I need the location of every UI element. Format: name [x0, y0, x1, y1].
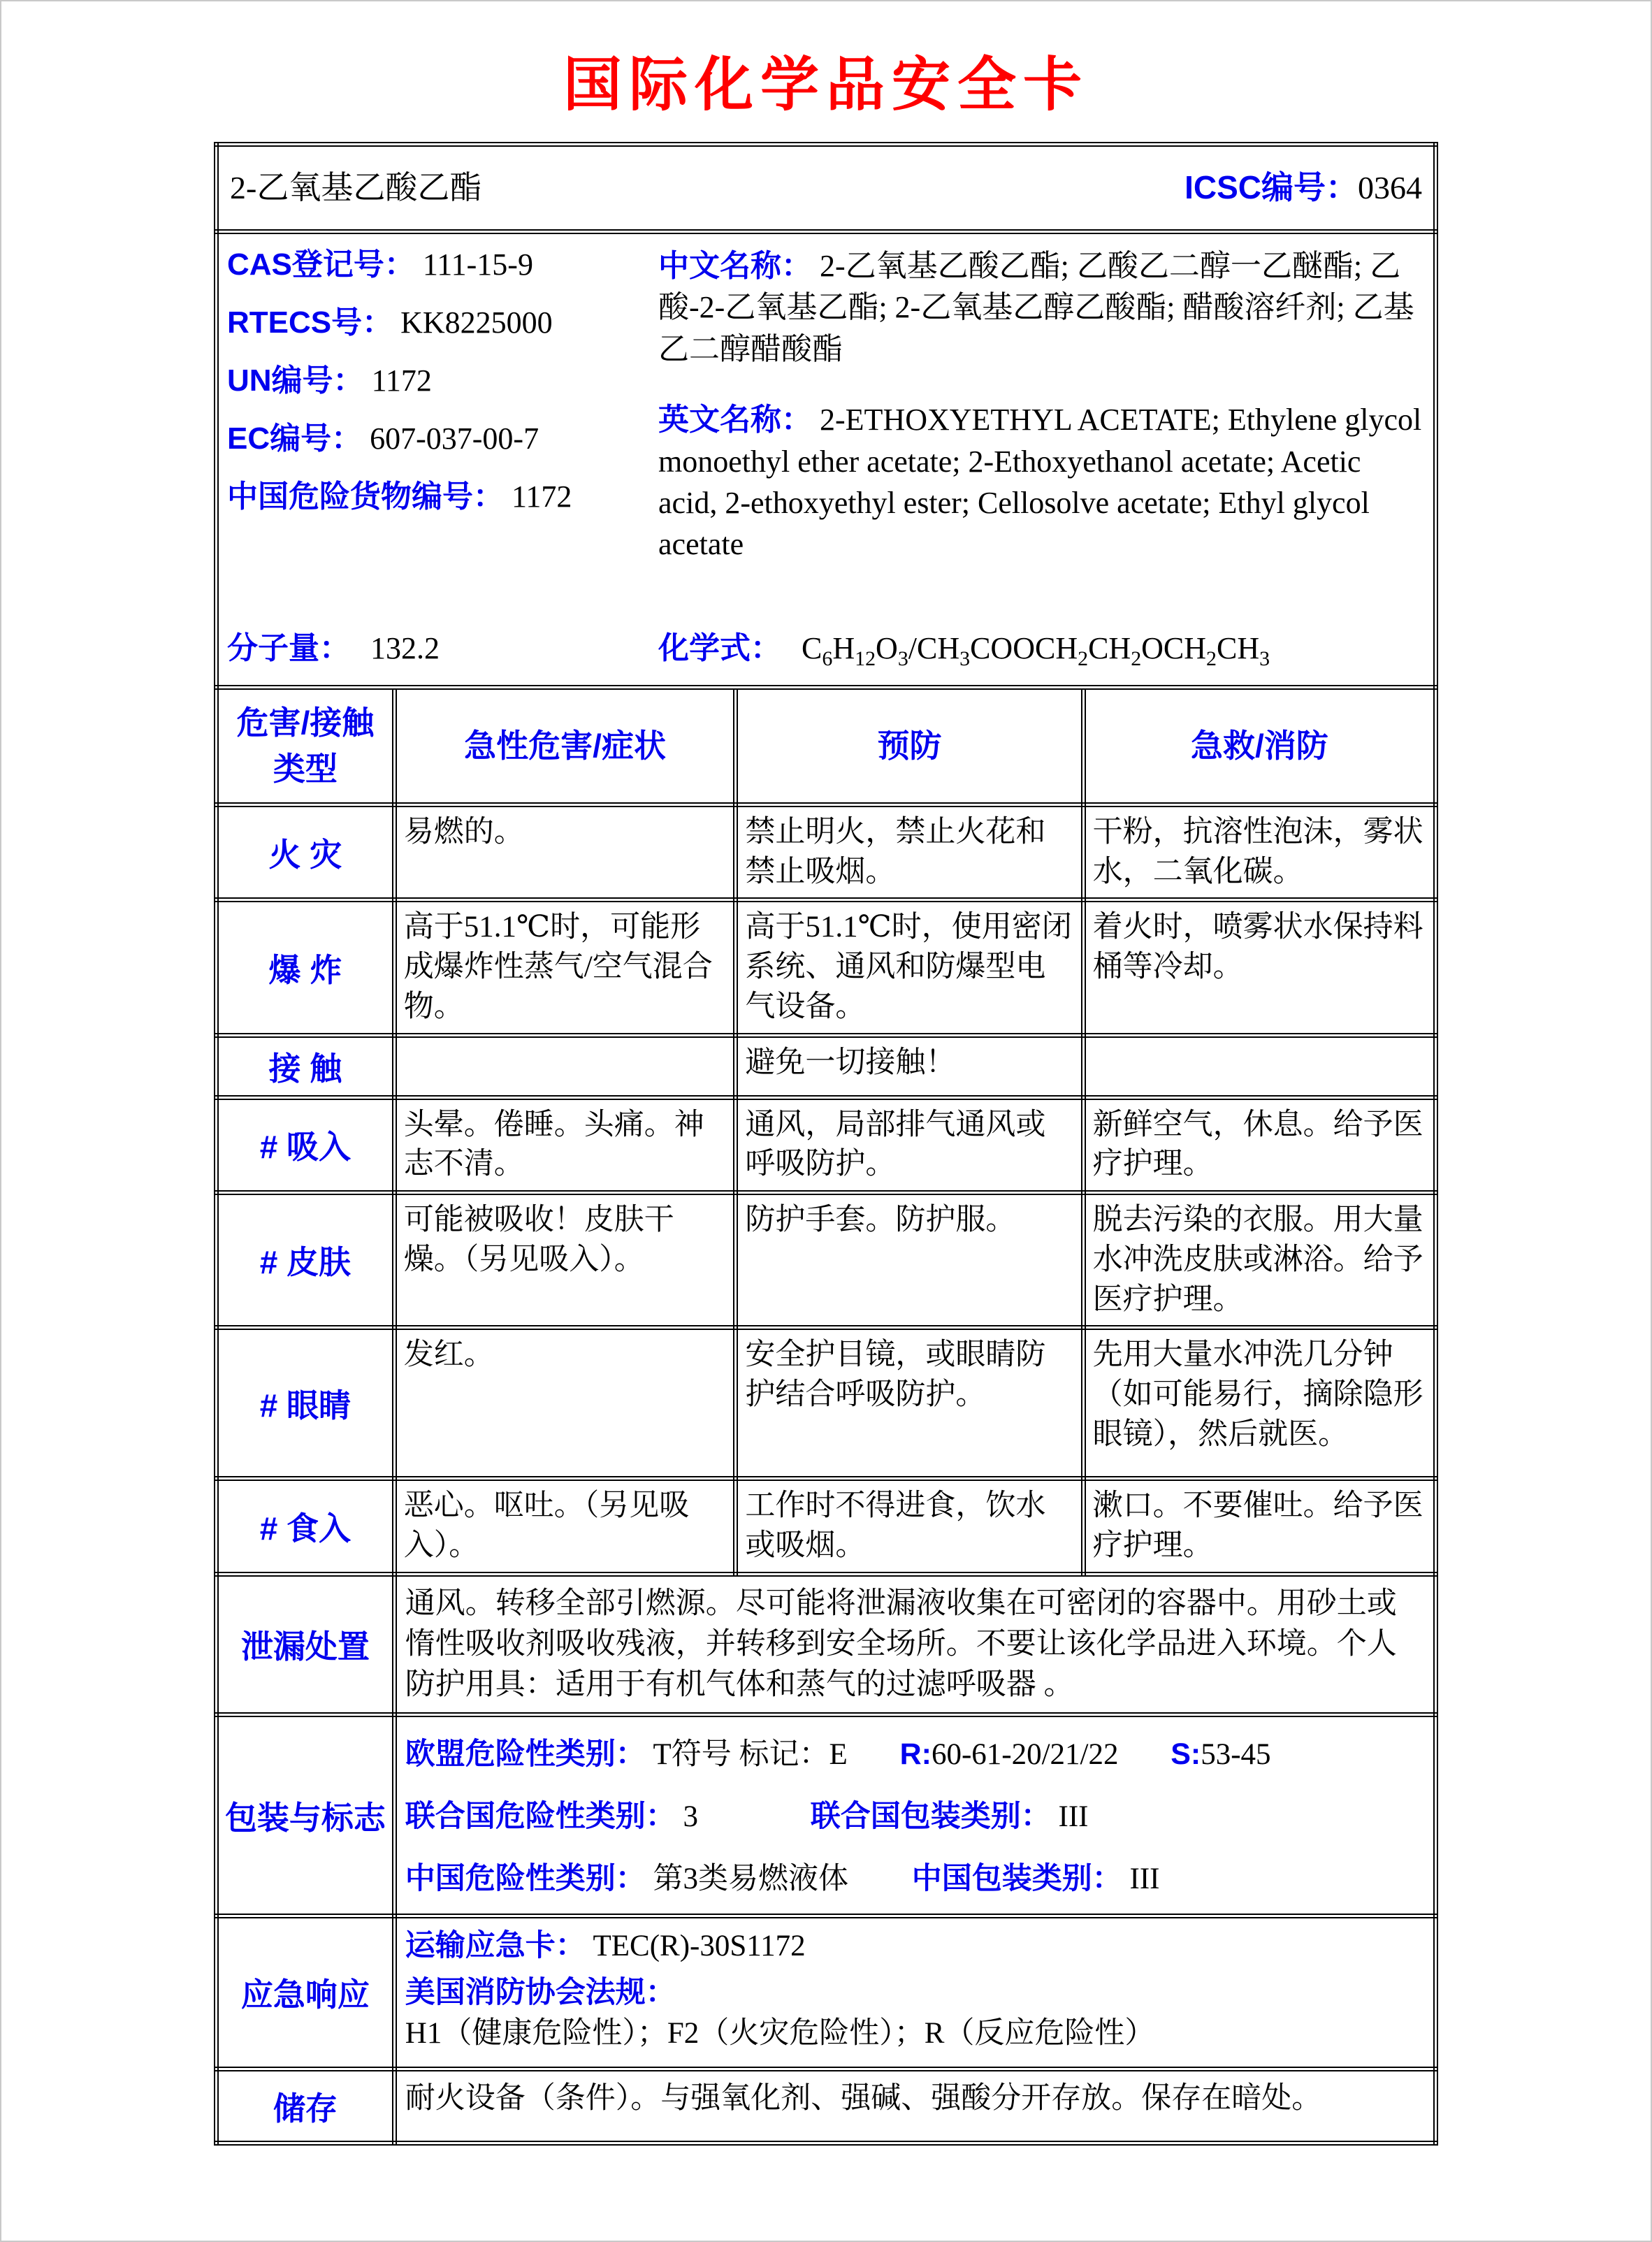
mw-value: 132.2 — [370, 630, 440, 665]
ingestion-response: 漱口。不要催吐。给予医疗护理。 — [1083, 1479, 1435, 1575]
molecular-weight — [227, 623, 658, 667]
en-names-label: 英文名称： — [658, 403, 813, 437]
explosion-hazards: 高于51.1℃时，可能形成爆炸性蒸气/空气混合物。 — [394, 900, 736, 1035]
eu-hazard-class-line — [405, 1734, 1425, 1775]
un-class-label: 联合国危险性类别： — [405, 1800, 676, 1834]
rtecs-value: KK8225000 — [400, 305, 553, 340]
eyes-type-label: # 眼睛 — [217, 1328, 395, 1479]
ec-number-line — [227, 419, 658, 458]
names-block — [658, 245, 1425, 595]
skin-hazards: 可能被吸收！皮肤干燥。（另见吸入）。 — [394, 1193, 736, 1328]
cn-names-label: 中文名称： — [658, 249, 813, 283]
spill-type-label: 泄漏处置 — [217, 1574, 395, 1714]
contact-prevention: 避免一切接触！ — [736, 1035, 1083, 1097]
un-class-value: 3 — [683, 1800, 699, 1834]
nfpa-value: H1（健康危险性）；F2（火灾危险性）；R（反应危险性） — [405, 2017, 1155, 2051]
cn-names-value: 2-乙氧基乙酸乙酯; 乙酸乙二醇一乙醚酯; 乙酸-2-乙氧基乙酯; 2-乙氧基乙醇乙酸酯; 醋酸溶纤剂; 乙基乙二醇醋酸酯 — [658, 249, 1414, 366]
skin-response: 脱去污染的衣服。用大量水冲洗皮肤或淋浴。给予医疗护理。 — [1083, 1193, 1435, 1328]
explosion-prevention: 高于51.1℃时，使用密闭系统、通风和防爆型电气设备。 — [736, 900, 1083, 1035]
fire-response: 干粉，抗溶性泡沫，雾状水，二氧化碳。 — [1083, 804, 1435, 900]
eyes-prevention: 安全护目镜，或眼睛防护结合呼吸防护。 — [736, 1328, 1083, 1479]
row-explosion — [217, 900, 1436, 1035]
storage-text: 耐火设备（条件）。与强氧化剂、强碱、强酸分开存放。保存在暗处。 — [394, 2069, 1435, 2143]
ingestion-type-label: # 食入 — [217, 1479, 395, 1575]
inhalation-response: 新鲜空气，休息。给予医疗护理。 — [1083, 1097, 1435, 1193]
un-label: UN编号： — [227, 363, 364, 398]
header-firstaid: 急救/消防 — [1083, 687, 1435, 804]
skin-prevention: 防护手套。防护服。 — [736, 1193, 1083, 1328]
cn-class-line — [405, 1858, 1425, 1900]
identifier-block — [227, 245, 658, 595]
eyes-response: 先用大量水冲洗几分钟（如可能易行，摘除隐形眼镜），然后就医。 — [1083, 1328, 1435, 1479]
fire-prevention: 禁止明火，禁止火花和禁止吸烟。 — [736, 804, 1083, 900]
eu-class-value: T符号 标记：E — [653, 1738, 848, 1772]
header-prevention: 预防 — [736, 687, 1083, 804]
english-names — [658, 399, 1425, 565]
contact-type-label: 接 触 — [217, 1035, 395, 1097]
s-phrases-label: S: — [1171, 1737, 1201, 1772]
tec-value: TEC(R)-30S1172 — [593, 1930, 806, 1963]
icsc-label: ICSC编号： — [1184, 169, 1358, 205]
inhalation-hazards: 头晕。倦睡。头痛。神志不清。 — [394, 1097, 736, 1193]
un-class-line — [405, 1796, 1425, 1837]
nfpa-line — [405, 1972, 1425, 2054]
row-emergency-response — [217, 1916, 1436, 2069]
skin-type-label: # 皮肤 — [217, 1193, 395, 1328]
row-skin — [217, 1193, 1436, 1328]
eyes-hazards: 发红。 — [394, 1328, 736, 1479]
header-type: 危害/接触 类型 — [217, 687, 395, 804]
safety-card-table — [214, 142, 1438, 2146]
molecular-info-row — [227, 623, 1425, 671]
row-fire — [217, 804, 1436, 900]
formula-label: 化学式： — [658, 630, 782, 665]
transport-card-line — [405, 1925, 1425, 1967]
storage-type-label: 储存 — [217, 2069, 395, 2143]
page-title: 国际化学品安全卡 — [563, 52, 1089, 117]
un-number-line — [227, 361, 658, 400]
ec-label: EC编号： — [227, 421, 363, 456]
row-ingestion — [217, 1479, 1436, 1575]
explosion-response: 着火时，喷雾状水保持料桶等冷却。 — [1083, 900, 1435, 1035]
chinese-names — [658, 245, 1425, 370]
spill-text: 通风。转移全部引燃源。尽可能将泄漏液收集在可密闭的容器中。用砂土或惰性吸收剂吸收残液，并转移到安全场所。不要让该化学品进入环境。个人防护用具：适用于有机气体和蒸气的过滤呼吸器 。 — [394, 1574, 1435, 1714]
cn-pack-label: 中国包装类别： — [911, 1862, 1122, 1896]
cas-value: 111-15-9 — [422, 247, 533, 282]
cas-label: CAS登记号： — [227, 247, 415, 282]
packaging-type-label: 包装与标志 — [217, 1715, 395, 1916]
row-storage — [217, 2069, 1436, 2143]
tec-label: 运输应急卡： — [405, 1929, 586, 1963]
mw-label: 分子量： — [227, 630, 350, 665]
nfpa-label: 美国消防协会法规： — [405, 1976, 676, 2010]
en-names-value: 2-ETHOXYETHYL ACETATE; Ethylene glycol monoethyl ether acetate; 2-Ethoxyethanol acetate; Acetic acid, 2-ethoxyethyl ester; Cellosolve acetate; Ethyl glycol acetate — [658, 403, 1422, 562]
inhalation-type-label: # 吸入 — [217, 1097, 395, 1193]
un-value: 1172 — [371, 363, 432, 398]
row-eyes — [217, 1328, 1436, 1479]
eu-class-label: 欧盟危险性类别： — [405, 1737, 646, 1772]
ingestion-prevention: 工作时不得进食，饮水或吸烟。 — [736, 1479, 1083, 1575]
ingestion-hazards: 恶心。呕吐。（另见吸入）。 — [394, 1479, 736, 1575]
cn-class-label: 中国危险性类别： — [405, 1862, 646, 1896]
contact-response — [1083, 1035, 1435, 1097]
r-phrases-label: R: — [899, 1737, 932, 1772]
un-pack-value: III — [1058, 1800, 1089, 1834]
icsc-number-field — [1184, 162, 1422, 208]
hazard-header-row — [217, 687, 1436, 804]
rtecs-label: RTECS号： — [227, 305, 393, 340]
cn-dangerous-goods-line — [227, 477, 658, 516]
chemical-formula: $C_6H_{12}O_3/CH_3COOCH_2CH_2OCH_2CH_3$ — [802, 630, 1270, 670]
chemical-formula-field — [658, 623, 1425, 671]
emergency-content — [394, 1916, 1435, 2069]
info-row — [217, 232, 1436, 688]
contact-hazards — [394, 1035, 736, 1097]
row-contact — [217, 1035, 1436, 1097]
ec-value: 607-037-00-7 — [370, 421, 539, 456]
fire-type-label: 火 灾 — [217, 804, 395, 900]
chemical-name: 2-乙氧基乙酸乙酯 — [230, 170, 482, 205]
rtecs-number-line — [227, 303, 658, 342]
emergency-type-label: 应急响应 — [217, 1916, 395, 2069]
s-phrases-value: 53-45 — [1201, 1738, 1271, 1772]
fire-hazards: 易燃的。 — [394, 804, 736, 900]
icsc-number: 0364 — [1358, 170, 1422, 205]
row-inhalation — [217, 1097, 1436, 1193]
row-spill-disposal — [217, 1574, 1436, 1714]
un-pack-label: 联合国包装类别： — [810, 1800, 1051, 1834]
r-phrases-value: 60-61-20/21/22 — [931, 1738, 1119, 1772]
cn-class-value: 第3类易燃液体 — [653, 1863, 849, 1896]
packaging-content — [394, 1715, 1435, 1916]
cn-pack-value: III — [1129, 1863, 1160, 1896]
header-symptoms: 急性危害/症状 — [394, 687, 736, 804]
cas-number-line — [227, 245, 658, 284]
explosion-type-label: 爆 炸 — [217, 900, 395, 1035]
inhalation-prevention: 通风，局部排气通风或呼吸防护。 — [736, 1097, 1083, 1193]
cn-dg-value: 1172 — [512, 479, 572, 514]
card-header-row — [217, 145, 1436, 232]
row-packaging-labeling — [217, 1715, 1436, 1916]
cn-dg-label: 中国危险货物编号： — [227, 479, 504, 514]
